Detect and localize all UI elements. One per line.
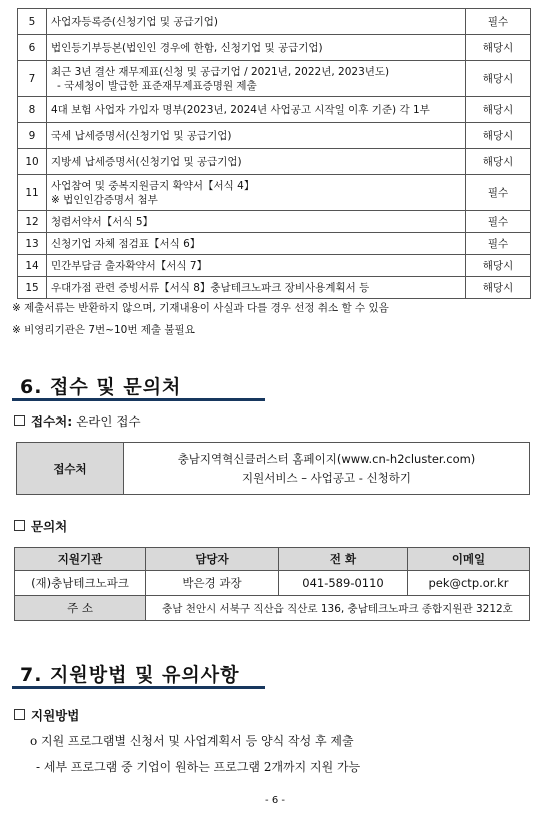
doc-number: 11 <box>18 175 47 211</box>
doc-number: 5 <box>18 9 47 35</box>
doc-description <box>47 149 466 175</box>
reception-method: 온라인 접수 <box>76 414 141 429</box>
doc-description-line: 청렴서약서【서식 5】 <box>51 215 154 228</box>
doc-description <box>47 123 466 149</box>
table-row <box>18 123 531 149</box>
doc-description <box>47 35 466 61</box>
contact-person: 박은경 과장 <box>146 571 279 596</box>
table-row <box>18 255 531 277</box>
doc-description-line: 민간부담금 출자확약서【서식 7】 <box>51 259 208 272</box>
doc-requirement: 필수 <box>466 9 531 35</box>
doc-requirement: 필수 <box>466 175 531 211</box>
doc-description-line: ※ 법인인감증명서 첨부 <box>51 193 158 206</box>
doc-description-line: 우대가점 관련 증빙서류【서식 8】충남테크노파크 장비사용계획서 등 <box>51 281 370 294</box>
address-value: 충남 천안시 서북구 직산읍 직산로 136, 충남테크노파크 종합지원관 3212호 <box>146 596 530 621</box>
doc-number: 10 <box>18 149 47 175</box>
doc-number: 6 <box>18 35 47 61</box>
note-nonprofit: ※ 비영리기관은 7번~10번 제출 불필요 <box>12 324 195 336</box>
contact-email: pek@ctp.or.kr <box>408 571 530 596</box>
table-row <box>18 61 531 97</box>
doc-requirement: 해당시 <box>466 149 531 175</box>
table-row <box>18 277 531 299</box>
doc-description-line: 최근 3년 결산 재무제표(신청 및 공급기업 / 2021년, 2022년, 2023년도) <box>51 65 390 78</box>
table-row <box>18 35 531 61</box>
contact-header-org: 지원기관 <box>15 548 146 571</box>
page-number: - 6 - <box>265 795 285 806</box>
section-7-title: 7. 지원방법 및 유의사항 <box>20 664 240 686</box>
table-row <box>18 9 531 35</box>
checkbox-square-icon <box>14 415 25 426</box>
table-row <box>18 233 531 255</box>
contact-phone: 041-589-0110 <box>279 571 408 596</box>
doc-number: 15 <box>18 277 47 299</box>
doc-requirement: 필수 <box>466 211 531 233</box>
reception-path: 지원서비스 – 사업공고 - 신청하기 <box>242 470 411 485</box>
doc-description-line: 국세 납세증명서(신청기업 및 공급기업) <box>51 129 232 142</box>
method-line-1: o 지원 프로그램별 신청서 및 사업계획서 등 양식 작성 후 제출 <box>30 734 354 748</box>
doc-description <box>47 61 466 97</box>
inquiry-heading: 문의처 <box>14 517 67 535</box>
reception-value <box>124 443 530 495</box>
doc-description-line: 사업참여 및 중복지원금지 확약서【서식 4】 <box>51 179 255 192</box>
doc-number: 13 <box>18 233 47 255</box>
contact-table <box>14 547 530 621</box>
doc-description-line: 신청기업 자체 점검표【서식 6】 <box>51 237 201 250</box>
doc-requirement: 해당시 <box>466 277 531 299</box>
checkbox-square-icon <box>14 520 25 531</box>
method-line-2: - 세부 프로그램 중 기업이 원하는 프로그램 2개까지 지원 가능 <box>36 760 361 774</box>
doc-requirement: 해당시 <box>466 61 531 97</box>
contact-header-person: 담당자 <box>146 548 279 571</box>
contact-header-email: 이메일 <box>408 548 530 571</box>
doc-description <box>47 233 466 255</box>
table-row <box>18 97 531 123</box>
section-6-underline <box>12 398 265 401</box>
required-documents-table <box>17 8 531 299</box>
doc-requirement: 해당시 <box>466 35 531 61</box>
doc-description-line: 법인등기부등본(법인인 경우에 한함, 신청기업 및 공급기업) <box>51 41 323 54</box>
contact-org: (재)충남테크노파크 <box>15 571 146 596</box>
doc-description-line: 사업자등록증(신청기업 및 공급기업) <box>51 15 219 28</box>
doc-description-line: - 국세청이 발급한 표준재무제표증명원 제출 <box>57 79 257 92</box>
doc-description <box>47 211 466 233</box>
reception-website: 충남지역혁신클러스터 홈페이지(www.cn-h2cluster.com) <box>177 451 476 466</box>
doc-description-line: 지방세 납세증명서(신청기업 및 공급기업) <box>51 155 242 168</box>
reception-heading: 접수처: 온라인 접수 <box>14 412 141 430</box>
checkbox-square-icon <box>14 709 25 720</box>
doc-number: 12 <box>18 211 47 233</box>
table-row <box>18 211 531 233</box>
doc-requirement: 필수 <box>466 233 531 255</box>
reception-label: 접수처 <box>17 443 124 495</box>
method-heading: 지원방법 <box>14 706 79 724</box>
doc-description-line: 4대 보험 사업자 가입자 명부(2023년, 2024년 사업공고 시작일 이후 기준) 각 1부 <box>51 103 430 116</box>
doc-description <box>47 277 466 299</box>
section-6-title: 6. 접수 및 문의처 <box>20 376 182 398</box>
doc-description <box>47 97 466 123</box>
table-row <box>18 175 531 211</box>
contact-header-phone: 전 화 <box>279 548 408 571</box>
address-label: 주 소 <box>15 596 146 621</box>
table-row <box>18 149 531 175</box>
section-7-underline <box>12 686 265 689</box>
doc-number: 7 <box>18 61 47 97</box>
doc-description <box>47 9 466 35</box>
doc-requirement: 해당시 <box>466 97 531 123</box>
doc-requirement: 해당시 <box>466 255 531 277</box>
doc-number: 14 <box>18 255 47 277</box>
doc-description <box>47 175 466 211</box>
doc-number: 8 <box>18 97 47 123</box>
doc-requirement: 해당시 <box>466 123 531 149</box>
reception-table <box>16 442 530 495</box>
note-return-policy: ※ 제출서류는 반환하지 않으며, 기재내용이 사실과 다를 경우 선정 취소 할 수 있음 <box>12 302 389 314</box>
doc-number: 9 <box>18 123 47 149</box>
doc-description <box>47 255 466 277</box>
